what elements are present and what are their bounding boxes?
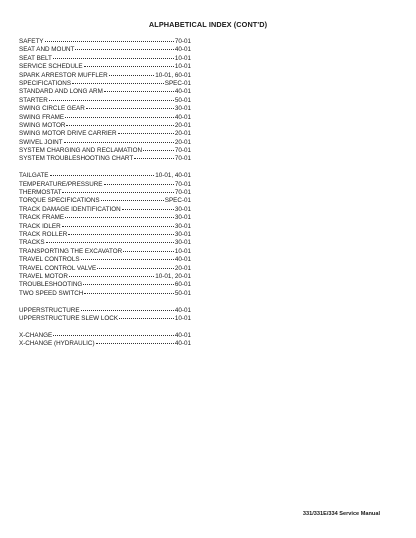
entry-page-ref: 10-01 [174,314,191,322]
entry-page-ref: 10-01 [174,63,191,71]
dot-leader [66,124,173,126]
entry-page-ref: 40-01 [174,256,191,264]
entry-title: SEAT AND MOUNT [19,46,75,54]
entry-title: TRACK IDLER [19,222,61,230]
index-entry [19,273,191,281]
dot-leader [45,40,174,42]
entry-page-ref: 30-01 [174,205,191,213]
index-entry [19,105,191,113]
entry-title: X-CHANGE [19,331,53,339]
dot-leader [81,258,174,260]
entry-title: TRACK FRAME [19,214,65,222]
dot-leader [123,250,174,252]
dot-leader [143,149,174,151]
entry-title: SWING MOTOR [19,121,66,129]
entry-title: SYSTEM CHARGING AND RECLAMATION [19,147,143,155]
entry-title: TRANSPORTING THE EXCAVATOR [19,247,123,255]
entry-page-ref: 30-01 [174,230,191,238]
index-entry [19,114,191,122]
manual-footer: 331/331E/334 Service Manual [302,511,380,517]
entry-title: TWO SPEED SWITCH [19,289,84,297]
index-entry [19,281,191,289]
entry-title: SERVICE SCHEDULE [19,63,83,71]
dot-leader [65,116,174,118]
dot-leader [62,225,174,227]
index-entry [19,46,191,54]
entry-page-ref: 30-01 [174,214,191,222]
index-entry [19,307,191,315]
index-entry [19,231,191,239]
entry-page-ref: 20-01 [174,138,191,146]
dot-leader [84,65,174,67]
entry-title: SYSTEM TROUBLESHOOTING CHART [19,155,134,163]
dot-leader [64,141,174,143]
dot-leader [122,208,174,210]
dot-leader [53,57,174,59]
entry-page-ref: 40-01 [174,340,191,348]
entry-title: TRACK DAMAGE IDENTIFICATION [19,205,121,213]
entry-title: TEMPERATURE/PRESSURE [19,180,103,188]
index-entry [19,197,191,205]
index-entry [19,155,191,163]
index-entry [19,239,191,247]
entry-page-ref: 40-01 [174,306,191,314]
alphabetical-index [19,38,191,357]
index-entry [19,172,191,180]
entry-page-ref: 70-01 [174,189,191,197]
index-entry [19,206,191,214]
entry-page-ref: 30-01 [174,105,191,113]
dot-leader [101,199,164,201]
index-entry [19,332,191,340]
entry-title: TRACKS [19,239,45,247]
entry-title: STARTER [19,96,48,104]
entry-page-ref: 20-01 [174,130,191,138]
dot-leader [46,241,174,243]
entry-title: SWIVEL JOINT [19,138,63,146]
entry-title: SPARK ARRESTOR MUFFLER [19,71,108,79]
dot-leader [81,309,174,311]
entry-title: UPPERSTRUCTURE SLEW LOCK [19,314,119,322]
index-entry [19,181,191,189]
index-entry [19,139,191,147]
entry-page-ref: 10-01, 20-01 [155,272,191,280]
entry-page-ref: 10-01 [174,54,191,62]
dot-leader [68,233,174,235]
index-entry [19,290,191,298]
dot-leader [86,107,174,109]
dot-leader [104,90,174,92]
entry-title: TROUBLESHOOTING [19,281,83,289]
entry-page-ref: 40-01 [174,88,191,96]
entry-title: SWING FRAME [19,113,65,121]
entry-page-ref: 50-01 [174,96,191,104]
index-entry [19,122,191,130]
dot-leader [75,48,173,50]
dot-leader [134,157,174,159]
dot-leader [96,342,174,344]
dot-leader [83,283,174,285]
index-entry [19,248,191,256]
entry-title: THERMOSTAT [19,189,62,197]
entry-title: SPECIFICATIONS [19,79,72,87]
dot-leader [62,191,173,193]
entry-page-ref: 40-01 [174,113,191,121]
entry-title: TORQUE SPECIFICATIONS [19,197,100,205]
index-entry [19,55,191,63]
page-title: ALPHABETICAL INDEX (CONT'D) [148,20,268,29]
entry-page-ref: 70-01 [174,147,191,155]
index-group [19,332,191,349]
dot-leader [49,99,174,101]
index-group [19,38,191,164]
entry-page-ref: 20-01 [174,264,191,272]
index-entry [19,223,191,231]
entry-page-ref: 30-01 [174,222,191,230]
index-entry [19,88,191,96]
index-entry [19,340,191,348]
entry-title: X-CHANGE (HYDRAULIC) [19,340,95,348]
dot-leader [65,216,174,218]
dot-leader [104,183,174,185]
dot-leader [119,317,174,319]
entry-title: TRAVEL MOTOR [19,272,68,280]
index-entry [19,80,191,88]
entry-page-ref: 70-01 [174,180,191,188]
dot-leader [84,292,174,294]
entry-page-ref: 30-01 [174,239,191,247]
index-group [19,172,191,298]
index-entry [19,38,191,46]
entry-title: TRAVEL CONTROL VALVE [19,264,97,272]
entry-page-ref: 60-01 [174,281,191,289]
entry-title: STANDARD AND LONG ARM [19,88,103,96]
entry-page-ref: 10-01, 60-01 [155,71,191,79]
entry-title: UPPERSTRUCTURE [19,306,80,314]
entry-title: SWING CIRCLE GEAR [19,105,85,113]
index-entry [19,315,191,323]
entry-page-ref: 40-01 [174,46,191,54]
entry-title: SWING MOTOR DRIVE CARRIER [19,130,117,138]
index-entry [19,97,191,105]
index-entry [19,256,191,264]
dot-leader [53,334,174,336]
entry-page-ref: SPEC-01 [164,197,191,205]
index-entry [19,214,191,222]
dot-leader [109,74,155,76]
entry-page-ref: 20-01 [174,121,191,129]
index-entry [19,189,191,197]
entry-title: TAILGATE [19,172,49,180]
index-entry [19,63,191,71]
dot-leader [118,132,174,134]
index-group [19,307,191,324]
entry-page-ref: 10-01, 40-01 [155,172,191,180]
index-entry [19,265,191,273]
entry-page-ref: 10-01 [174,247,191,255]
entry-page-ref: 40-01 [174,331,191,339]
entry-title: TRAVEL CONTROLS [19,256,80,264]
entry-page-ref: SPEC-01 [164,79,191,87]
entry-title: SEAT BELT [19,54,52,62]
index-entry [19,72,191,80]
index-entry [19,147,191,155]
dot-leader [69,275,154,277]
entry-page-ref: 70-01 [174,155,191,163]
entry-page-ref: 50-01 [174,289,191,297]
entry-page-ref: 70-01 [174,38,191,45]
dot-leader [72,82,164,84]
entry-title: TRACK ROLLER [19,230,68,238]
entry-title: SAFETY [19,38,44,45]
dot-leader [50,174,155,176]
index-entry [19,130,191,138]
dot-leader [97,267,174,269]
